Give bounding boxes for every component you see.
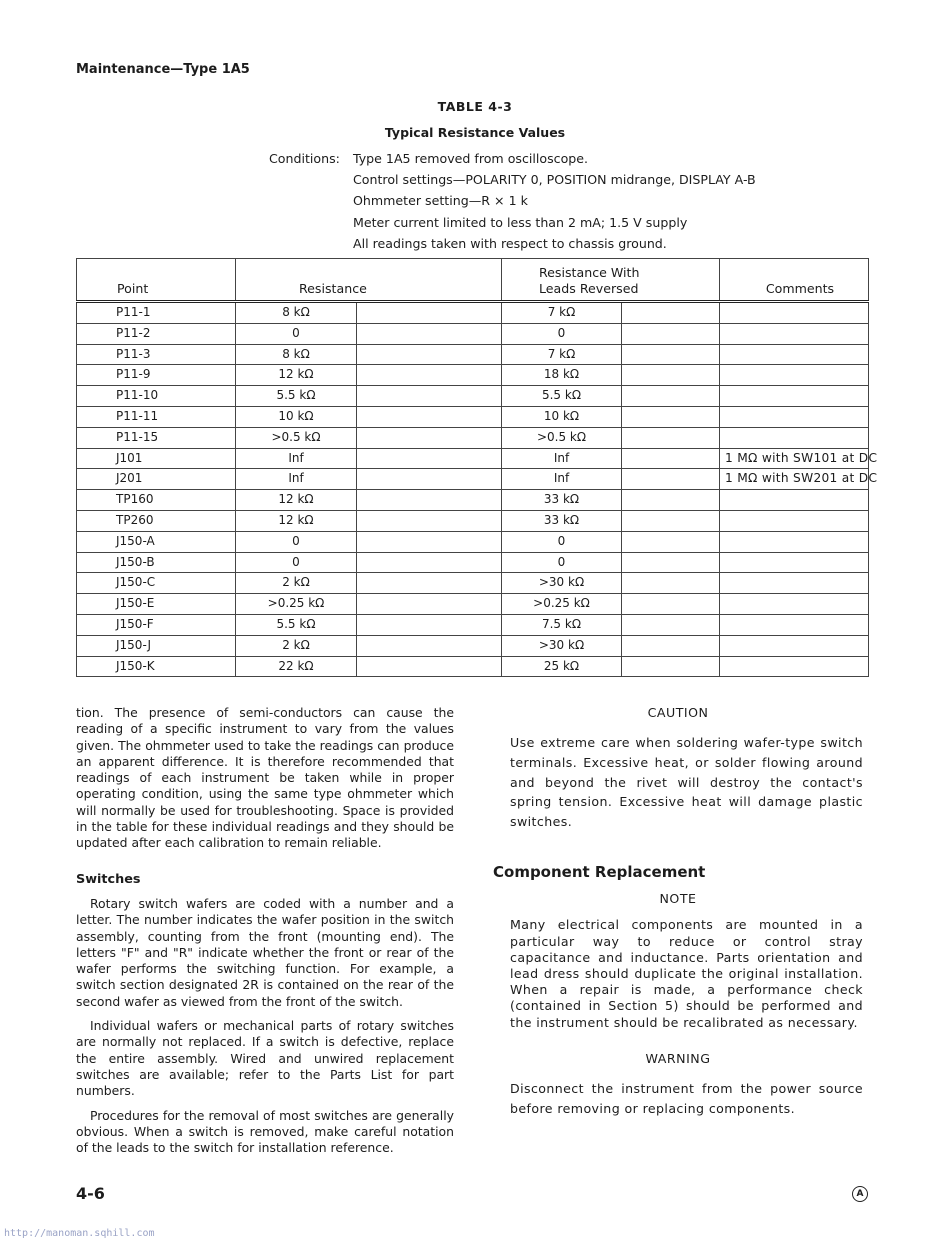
resistance-cell: 10 kΩ — [236, 406, 357, 427]
comment-cell: 1 MΩ with SW101 at DC — [720, 448, 869, 469]
resistance-blank-cell — [357, 656, 502, 677]
table-row — [77, 448, 869, 469]
page-number: 4-6 — [76, 1184, 105, 1203]
warning-text: Disconnect the instrument from the power source before removing or replacing components. — [510, 1081, 863, 1116]
table-row — [77, 427, 869, 448]
resistance-blank-cell — [357, 386, 502, 407]
resistance-blank-cell — [357, 531, 502, 552]
reversed-blank-cell — [622, 573, 720, 594]
condition-line: Meter current limited to less than 2 mA; 1.5 V supply — [353, 215, 688, 230]
table-row — [77, 531, 869, 552]
point-cell: J201 — [77, 469, 236, 490]
point-cell: P11-11 — [77, 406, 236, 427]
reversed-cell: 33 kΩ — [502, 510, 622, 531]
comment-cell — [720, 302, 869, 324]
table-row — [77, 656, 869, 677]
reversed-cell: >0.5 kΩ — [502, 427, 622, 448]
table-row — [77, 469, 869, 490]
table-row — [77, 344, 869, 365]
resistance-blank-cell — [357, 614, 502, 635]
switches-heading: Switches — [76, 871, 141, 887]
reversed-blank-cell — [622, 469, 720, 490]
column-header-comments: Comments — [720, 259, 869, 302]
note-title: NOTE — [659, 891, 697, 907]
point-cell: J150-C — [77, 573, 236, 594]
component-replacement-heading: Component Replacement — [493, 862, 706, 881]
resistance-blank-cell — [357, 635, 502, 656]
right-column — [493, 705, 863, 1119]
warning-title: WARNING — [645, 1050, 711, 1066]
table-row — [77, 406, 869, 427]
reversed-cell: 5.5 kΩ — [502, 386, 622, 407]
resistance-cell: 22 kΩ — [236, 656, 357, 677]
table-row — [77, 302, 869, 324]
comment-cell — [720, 406, 869, 427]
reversed-blank-cell — [622, 510, 720, 531]
switches-paragraph: Rotary switch wafers are coded with a number and a letter. The number indicates the wafer position in the switch assembly, counting from the front (mounting end). The letters "F" and "R" indicate whether the front or rear of the wafer performs the switching function. For example, a switch section designated 2R is contained on the rear of the second wafer as viewed from the front of the switch. — [76, 895, 454, 1009]
point-cell: J150-F — [77, 614, 236, 635]
reversed-blank-cell — [622, 448, 720, 469]
table-header-row — [77, 259, 869, 302]
reversed-cell: Inf — [502, 448, 622, 469]
reversed-cell: 7 kΩ — [502, 344, 622, 365]
reversed-cell: 0 — [502, 531, 622, 552]
point-cell: J101 — [77, 448, 236, 469]
column-header-reversed — [502, 259, 720, 302]
point-cell: P11-9 — [77, 365, 236, 386]
resistance-blank-cell — [357, 552, 502, 573]
resistance-cell: 12 kΩ — [236, 510, 357, 531]
comment-cell — [720, 594, 869, 615]
table-row — [77, 323, 869, 344]
reversed-blank-cell — [622, 323, 720, 344]
reversed-blank-cell — [622, 594, 720, 615]
point-cell: J150-J — [77, 635, 236, 656]
condition-line: Ohmmeter setting—R × 1 k — [353, 193, 528, 208]
point-cell: P11-1 — [77, 302, 236, 324]
reversed-blank-cell — [622, 552, 720, 573]
resistance-cell: 2 kΩ — [236, 573, 357, 594]
comment-cell — [720, 656, 869, 677]
table-row — [77, 490, 869, 511]
point-cell: J150-K — [77, 656, 236, 677]
comment-cell — [720, 427, 869, 448]
reversed-blank-cell — [622, 531, 720, 552]
switches-paragraph: Individual wafers or mechanical parts of rotary switches are normally not replaced. If a switch is defective, replace the entire assembly. Wired and unwired replacement switches are available; refer to the Parts List for part numbers. — [76, 1018, 454, 1099]
reversed-cell: 33 kΩ — [502, 490, 622, 511]
reversed-cell: 7 kΩ — [502, 302, 622, 324]
watermark: http://manoman.sqhill.com — [4, 1228, 155, 1239]
column-header-resistance: Resistance — [236, 259, 502, 302]
reversed-cell: >30 kΩ — [502, 635, 622, 656]
comment-cell — [720, 386, 869, 407]
comment-cell — [720, 531, 869, 552]
reversed-cell: Inf — [502, 469, 622, 490]
resistance-blank-cell — [357, 427, 502, 448]
point-cell: P11-10 — [77, 386, 236, 407]
resistance-blank-cell — [357, 573, 502, 594]
resistance-blank-cell — [357, 594, 502, 615]
resistance-cell: 0 — [236, 531, 357, 552]
resistance-cell: Inf — [236, 469, 357, 490]
reversed-cell: 18 kΩ — [502, 365, 622, 386]
publisher-logo: A — [852, 1186, 868, 1202]
reversed-blank-cell — [622, 302, 720, 324]
resistance-cell: 12 kΩ — [236, 365, 357, 386]
reversed-blank-cell — [622, 365, 720, 386]
switches-paragraph: Procedures for the removal of most switches are generally obvious. When a switch is removed, make careful notation of the leads to the switch for installation reference. — [76, 1107, 454, 1156]
resistance-table — [76, 258, 878, 677]
reversed-blank-cell — [622, 656, 720, 677]
caution-text: Use extreme care when soldering wafer-type switch terminals. Excessive heat, or solder flowing around and beyond the rivet will destroy the contact's spring tension. Excessive heat will damage plastic switches. — [510, 735, 863, 830]
comment-cell — [720, 635, 869, 656]
comment-cell — [720, 552, 869, 573]
table-row — [77, 573, 869, 594]
resistance-cell: >0.5 kΩ — [236, 427, 357, 448]
caution-title: CAUTION — [647, 705, 709, 720]
reversed-cell: 10 kΩ — [502, 406, 622, 427]
resistance-cell: 8 kΩ — [236, 344, 357, 365]
comment-cell: 1 MΩ with SW201 at DC — [720, 469, 869, 490]
resistance-blank-cell — [357, 448, 502, 469]
table-body — [77, 302, 878, 677]
column-header-reversed-line2: Leads Reversed — [539, 281, 639, 296]
reversed-blank-cell — [622, 427, 720, 448]
reversed-cell: 0 — [502, 323, 622, 344]
resistance-blank-cell — [357, 323, 502, 344]
reversed-cell: >0.25 kΩ — [502, 594, 622, 615]
reversed-cell: >30 kΩ — [502, 573, 622, 594]
reversed-blank-cell — [622, 614, 720, 635]
resistance-blank-cell — [357, 469, 502, 490]
table-row — [77, 552, 869, 573]
point-cell: J150-A — [77, 531, 236, 552]
reversed-blank-cell — [622, 490, 720, 511]
condition-line: Control settings—POLARITY 0, POSITION midrange, DISPLAY A-B — [353, 172, 756, 187]
reversed-blank-cell — [622, 635, 720, 656]
table-row — [77, 635, 869, 656]
resistance-blank-cell — [357, 365, 502, 386]
note-text: Many electrical components are mounted in a particular way to reduce or control stray capacitance and inductance. Parts orientation and lead dress should duplicate the original installation. When a repair is made, a performance check (contained in Section 5) should be performed and the instrument should be recalibrated as necessary. — [510, 917, 863, 1030]
resistance-cell: 0 — [236, 552, 357, 573]
comment-cell — [720, 573, 869, 594]
point-cell: P11-15 — [77, 427, 236, 448]
comment-cell — [720, 323, 869, 344]
condition-line: Type 1A5 removed from oscilloscope. — [353, 151, 589, 166]
point-cell: J150-B — [77, 552, 236, 573]
point-cell: TP260 — [77, 510, 236, 531]
reversed-cell: 25 kΩ — [502, 656, 622, 677]
resistance-cell: 5.5 kΩ — [236, 386, 357, 407]
conditions-label: Conditions: — [269, 151, 340, 166]
resistance-blank-cell — [357, 510, 502, 531]
point-cell: P11-3 — [77, 344, 236, 365]
table-row — [77, 614, 869, 635]
intro-paragraph: tion. The presence of semi-conductors can cause the reading of a specific instrument to vary from the values given. The ohmmeter used to take the readings can produce an apparent difference. It is therefore recommended that readings of each instrument be taken while in proper operating condition, using the same type ohmmeter which will normally be used for troubleshooting. Space is provided in the table for these individual readings and they should be updated after each calibration to remain reliable. — [76, 705, 454, 851]
comment-cell — [720, 510, 869, 531]
comment-cell — [720, 344, 869, 365]
resistance-blank-cell — [357, 302, 502, 324]
comment-cell — [720, 614, 869, 635]
resistance-cell: 0 — [236, 323, 357, 344]
point-cell: J150-E — [77, 594, 236, 615]
resistance-blank-cell — [357, 406, 502, 427]
reversed-cell: 7.5 kΩ — [502, 614, 622, 635]
table-row — [77, 594, 869, 615]
resistance-blank-cell — [357, 344, 502, 365]
table-row — [77, 510, 869, 531]
comment-cell — [720, 490, 869, 511]
resistance-cell: >0.25 kΩ — [236, 594, 357, 615]
point-cell: P11-2 — [77, 323, 236, 344]
resistance-blank-cell — [357, 490, 502, 511]
table-row — [77, 365, 869, 386]
reversed-blank-cell — [622, 386, 720, 407]
point-cell: TP160 — [77, 490, 236, 511]
reversed-blank-cell — [622, 406, 720, 427]
reversed-blank-cell — [622, 344, 720, 365]
resistance-cell: 5.5 kΩ — [236, 614, 357, 635]
column-header-reversed-line1: Resistance With — [539, 265, 640, 280]
left-column — [76, 705, 454, 1156]
resistance-cell: 12 kΩ — [236, 490, 357, 511]
column-header-point: Point — [77, 259, 236, 302]
resistance-cell: 2 kΩ — [236, 635, 357, 656]
table-row — [77, 386, 869, 407]
resistance-cell: Inf — [236, 448, 357, 469]
table-number: TABLE 4-3 — [437, 99, 513, 114]
comment-cell — [720, 365, 869, 386]
table-title: Typical Resistance Values — [384, 125, 566, 140]
reversed-cell: 0 — [502, 552, 622, 573]
resistance-cell: 8 kΩ — [236, 302, 357, 324]
condition-line: All readings taken with respect to chassis ground. — [353, 236, 667, 251]
running-header: Maintenance—Type 1A5 — [76, 62, 250, 77]
